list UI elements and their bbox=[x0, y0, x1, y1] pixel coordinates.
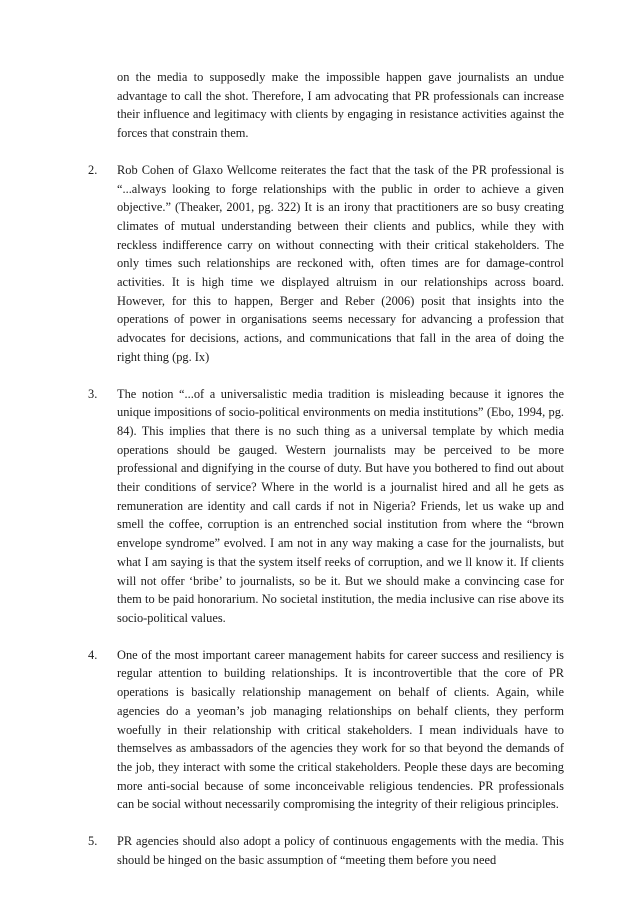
list-item-3 bbox=[88, 385, 564, 628]
list-item-text: PR agencies should also adopt a policy of continuous engagements with the media. This should be hinged on the basic assumption of “meeting them before you need bbox=[117, 834, 564, 867]
list-item-text: One of the most important career management habits for career success and resiliency is regular attention to building relationships. It is incontrovertible that the core of PR operations is basically relationship management on behalf of clients. Again, while agencies do a yeoman’s job managing relationships on behalf clients, they perform woefully in their relationship with critical stakeholders. I mean individuals have to themselves as ambassadors of the agencies they work for so that beyond the demands of the job, they interact with some the critical stakeholders. People these days are becoming more anti-social because of some inconceivable religious tendencies. PR professionals can be social without necessarily compromising the integrity of their religious principles. bbox=[117, 647, 564, 812]
list-item-number: 5. bbox=[88, 834, 98, 849]
list-item-5 bbox=[88, 832, 564, 869]
continuation-text: on the media to supposedly make the impossible happen gave journalists an undue advantage to call the shot. Therefore, I am advocating that PR professionals can increase their influence and legitimacy with clients by engaging in resistance activities against the forces that constrain them. bbox=[117, 70, 564, 141]
continuation-paragraph bbox=[88, 68, 564, 143]
list-item-number: 3. bbox=[88, 386, 98, 401]
list-item-number: 4. bbox=[88, 647, 98, 662]
list-item-text: Rob Cohen of Glaxo Wellcome reiterates the fact that the task of the PR professional is “...always looking to forge relationships with the public in order to achieve a given objective.” (Theaker, 2001, pg. 322) It is an irony that practitioners are so busy creating climates of mutual understanding between their clients and publics, while they with reckless indifference carry on without connecting with their critical stakeholders. The only times such relationships are reckoned with, often times are for damage-control activities. It is high time we displayed altruism in our relationships across board. However, for this to happen, Berger and Reber (2006) posit that insights into the operations of power in organisations seems necessary for advancing a profession that advocates for decisions, actions, and communications that fall in the area of doing the right thing (pg. Ix) bbox=[117, 162, 564, 364]
list-item-2 bbox=[88, 161, 564, 367]
list-item-number: 2. bbox=[88, 162, 98, 177]
list-item-text: The notion “...of a universalistic media tradition is misleading because it ignores the unique impositions of socio-political environments on media institutions” (Ebo, 1994, pg. 84). This implies that there is no such thing as a universal template by which media operations should be gauged. Western journalists may be perceived to be more professional and dignifying in the course of duty. But have you bothered to find out about their conditions of service? Where in the world is a journalist hired and all he gets as remuneration are identity and call cards if not in Nigeria? Friends, let us wake up and smell the coffee, corruption is an entrenched social institution from where the “brown envelope syndrome” evolved. I am not in any way making a case for the journalists, but what I am saying is that the system itself reeks of corruption, and we ll know it. If clients will not offer ‘bribe’ to journalists, so be it. But we should make a convincing case for them to be paid honorarium. No societal institution, the media inclusive can rise above its socio-political values. bbox=[117, 386, 564, 625]
list-item-4 bbox=[88, 646, 564, 814]
